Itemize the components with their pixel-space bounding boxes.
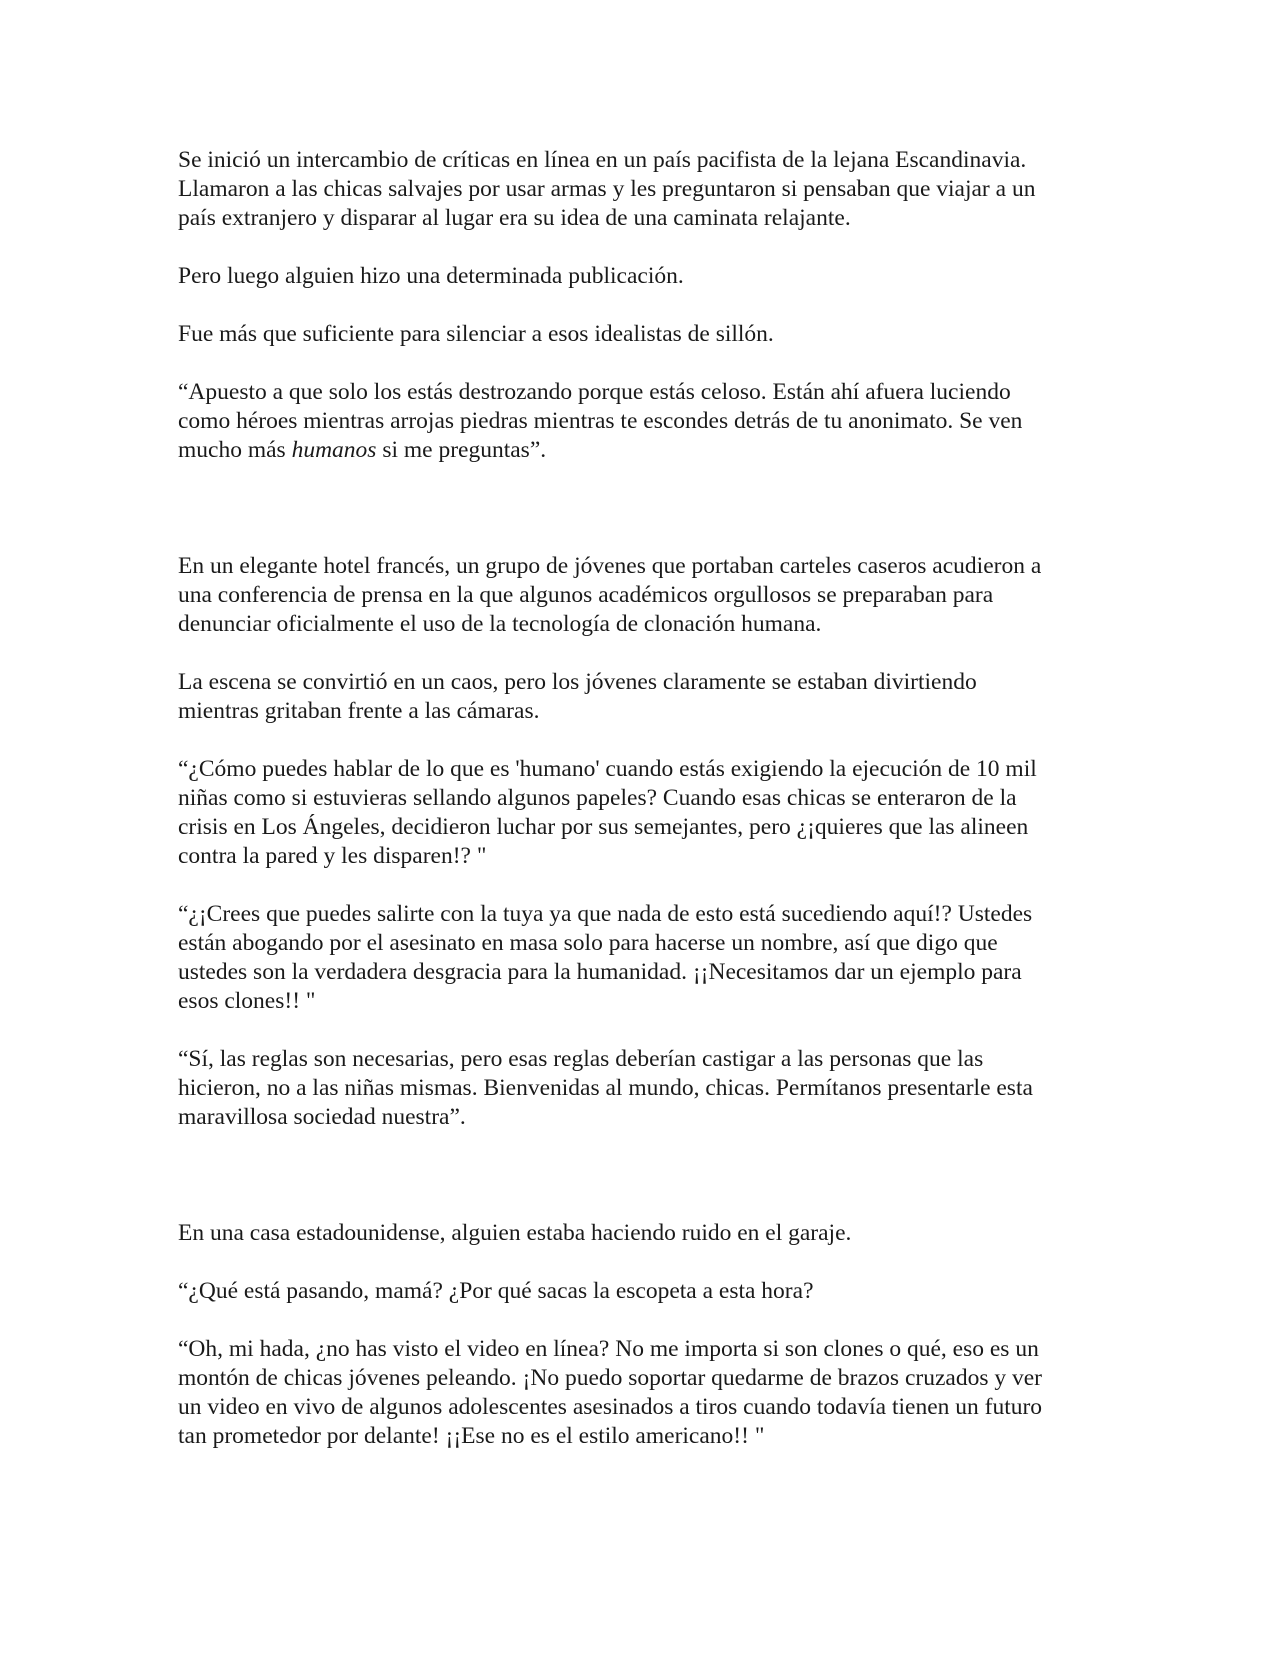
text-line: hicieron, no a las niñas mismas. Bienvenidas al mundo, chicas. Permítanos presentarle esta [178, 1075, 1033, 1101]
text-line: un video en vivo de algunos adolescentes asesinados a tiros cuando todavía tienen un futuro [178, 1394, 1043, 1420]
paragraph [178, 1219, 1118, 1248]
text-line: están abogando por el asesinato en masa solo para hacerse un nombre, así que digo que [178, 930, 998, 956]
paragraph [178, 900, 1118, 1016]
paragraph [178, 378, 1118, 465]
paragraph [178, 1335, 1118, 1451]
paragraph [178, 1045, 1118, 1132]
text-line: una conferencia de prensa en la que algunos académicos orgullosos se preparaban para [178, 582, 994, 608]
paragraph [178, 552, 1118, 639]
text-line: “Apuesto a que solo los estás destrozando porque estás celoso. Están ahí afuera luciendo [178, 379, 1011, 405]
text-segment: mucho más [178, 437, 292, 463]
paragraph [178, 146, 1118, 233]
scene-break [178, 494, 1118, 552]
paragraph [178, 668, 1118, 726]
text-line: “Sí, las reglas son necesarias, pero esas reglas deberían castigar a las personas que las [178, 1046, 984, 1072]
paragraph [178, 262, 1118, 291]
paragraph [178, 320, 1118, 349]
text-line: Llamaron a las chicas salvajes por usar armas y les preguntaron si pensaban que viajar a un [178, 176, 1036, 202]
text-line [178, 436, 1118, 465]
text-line: “¿Cómo puedes hablar de lo que es 'humano' cuando estás exigiendo la ejecución de 10 mil [178, 756, 1037, 782]
paragraph [178, 1277, 1118, 1306]
text-segment: si me preguntas”. [376, 437, 547, 463]
text-line: montón de chicas jóvenes peleando. ¡No puedo soportar quedarme de brazos cruzados y ver [178, 1365, 1042, 1391]
text-line: Se inició un intercambio de críticas en línea en un país pacifista de la lejana Escandinavia. [178, 147, 1027, 173]
text-line: niñas como si estuvieras sellando algunos papeles? Cuando esas chicas se enteraron de la [178, 785, 1017, 811]
document-page [178, 146, 1118, 1480]
text-line: La escena se convirtió en un caos, pero los jóvenes claramente se estaban divirtiendo [178, 669, 977, 695]
text-line: país extranjero y disparar al lugar era su idea de una caminata relajante. [178, 205, 851, 231]
text-line: “¿Qué está pasando, mamá? ¿Por qué sacas la escopeta a esta hora? [178, 1278, 814, 1304]
paragraph [178, 755, 1118, 871]
text-line: mientras gritaban frente a las cámaras. [178, 698, 540, 724]
text-line: En un elegante hotel francés, un grupo de jóvenes que portaban carteles caseros acudieron a [178, 553, 1042, 579]
text-line: Pero luego alguien hizo una determinada publicación. [178, 263, 684, 289]
text-line: denunciar oficialmente el uso de la tecnología de clonación humana. [178, 611, 822, 637]
text-line: “Oh, mi hada, ¿no has visto el video en línea? No me importa si son clones o qué, eso es un [178, 1336, 1039, 1362]
text-line: como héroes mientras arrojas piedras mientras te escondes detrás de tu anonimato. Se ven [178, 408, 1023, 434]
text-line: esos clones!! " [178, 988, 316, 1014]
text-line: “¿¡Crees que puedes salirte con la tuya ya que nada de esto está sucediendo aquí!? Ustedes [178, 901, 1033, 927]
text-line: maravillosa sociedad nuestra”. [178, 1104, 466, 1130]
text-line: contra la pared y les disparen!? " [178, 843, 487, 869]
scene-break [178, 1161, 1118, 1219]
text-line: crisis en Los Ángeles, decidieron luchar por sus semejantes, pero ¿¡quieres que las alineen [178, 814, 1029, 840]
text-line: Fue más que suficiente para silenciar a esos idealistas de sillón. [178, 321, 774, 347]
italic-word: humanos [291, 437, 377, 463]
text-line: tan prometedor por delante! ¡¡Ese no es el estilo americano!! " [178, 1423, 765, 1449]
text-line: En una casa estadounidense, alguien estaba haciendo ruido en el garaje. [178, 1220, 852, 1246]
text-line: ustedes son la verdadera desgracia para la humanidad. ¡¡Necesitamos dar un ejemplo para [178, 959, 1022, 985]
